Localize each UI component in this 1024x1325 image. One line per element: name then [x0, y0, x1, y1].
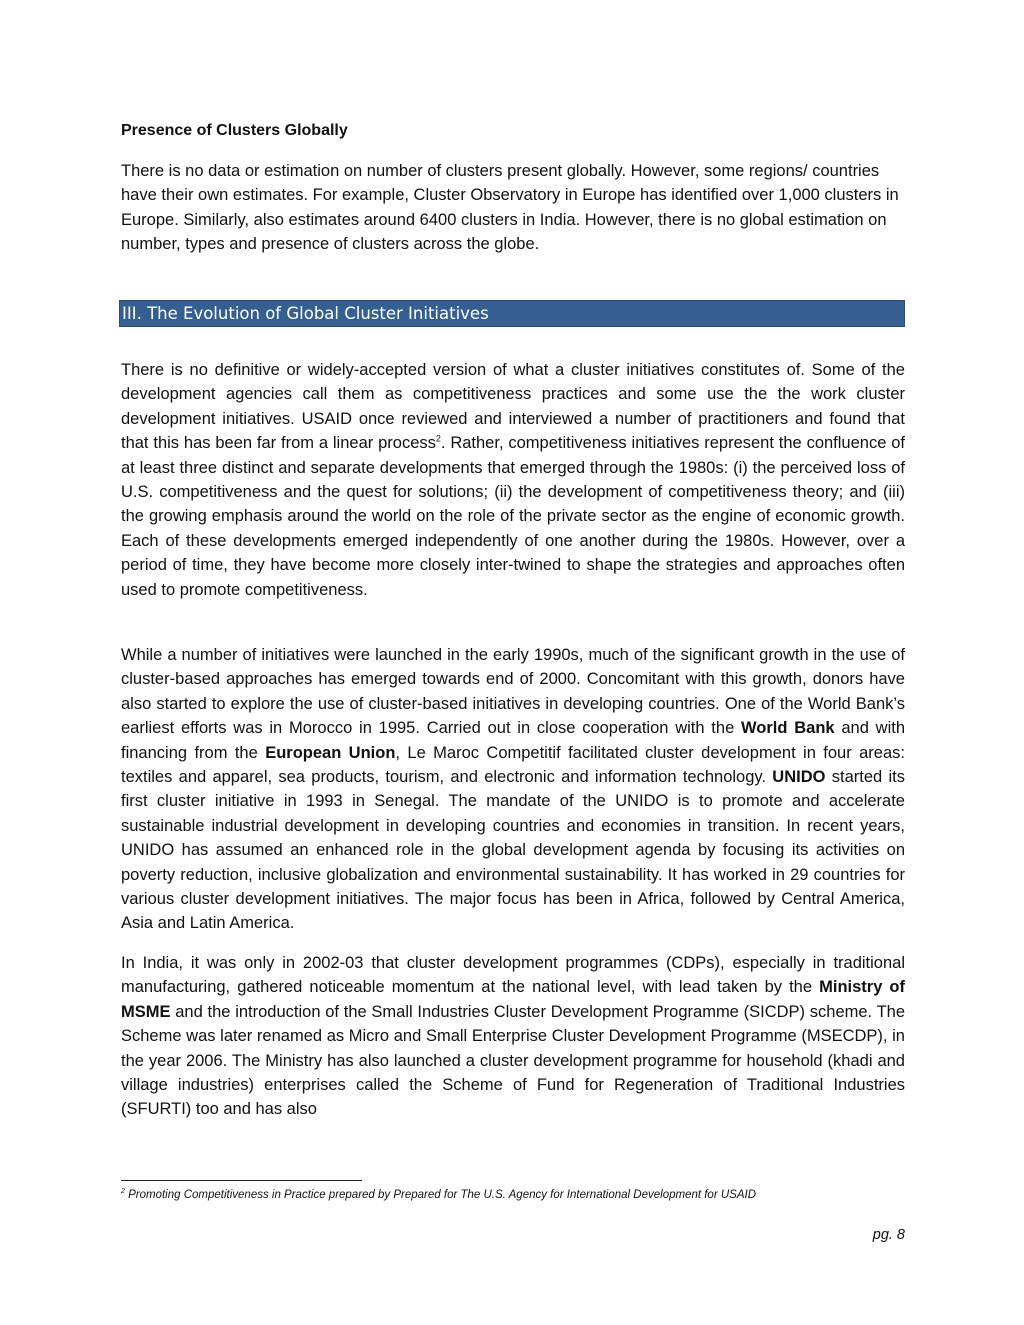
footnote	[121, 1187, 756, 1203]
paragraph-text: . Rather, competitiveness initiatives represent the confluence of at least three distinct and separate developments that emerged through the 1980s: (i) the perceived loss of U.S. competitiveness and the quest for solutions; (ii) the development of competitiveness theory; and (iii) the growing emphasis around the world on the role of the private sector as the engine of economic growth. Each of these developments emerged independently of one another during the 1980s. However, over a period of time, they have become more closely inter-twined to shape the strategies and approaches often used to promote competitiveness.	[121, 434, 905, 599]
footnote-text: Promoting Competitiveness in Practice prepared by Prepared for The U.S. Agency for International Development for USAID	[124, 1189, 757, 1201]
section-banner	[119, 300, 905, 327]
bold-term-world-bank: World Bank	[741, 719, 835, 738]
paragraph-text: and with financing from the	[121, 719, 905, 762]
paragraph-evolution-2	[121, 643, 905, 936]
paragraph-evolution-1	[121, 358, 905, 602]
paragraph-evolution-3	[121, 951, 905, 1122]
footnote-reference[interactable]: 2	[435, 433, 441, 444]
page-number: pg. 8	[872, 1227, 905, 1243]
footnote-divider	[121, 1180, 362, 1181]
section-banner-title: III. The Evolution of Global Cluster Initiatives	[122, 304, 489, 323]
paragraph-presence: There is no data or estimation on number of clusters present globally. However, some regions/ countries have their own estimates. For example, Cluster Observatory in Europe has identified over 1,000 clusters in Europe. Similarly, also estimates around 6400 clusters in India. However, there is no global estimation on number, types and presence of clusters across the globe.	[121, 162, 899, 254]
paragraph-text: In India, it was only in 2002-03 that cluster development programmes (CDPs), especially in traditional manufacturing, gathered noticeable momentum at the national level, with lead taken by the	[121, 954, 905, 997]
paragraph-text: There is no definitive or widely-accepted version of what a cluster initiatives constitutes of. Some of the development agencies call them as competitiveness practices and some use the the work cluster development initiatives. USAID once reviewed and interviewed a number of practitioners and found that that this has been far from a linear process	[121, 361, 905, 453]
footnote-number: 2	[121, 1188, 125, 1196]
paragraph-text: While a number of initiatives were launched in the early 1990s, much of the significant growth in the use of cluster-based approaches has emerged towards end of 2000. Concomitant with this growth, donors have also started to explore the use of cluster-based initiatives in developing countries. One of the World Bank’s earliest efforts was in Morocco in 1995. Carried out in close cooperation with the	[121, 646, 905, 738]
section-heading-presence: Presence of Clusters Globally	[121, 122, 348, 139]
bold-term-ministry-msme: Ministry of MSME	[121, 978, 906, 1021]
bold-term-european-union: European Union	[265, 743, 396, 762]
bold-term-unido: UNIDO	[772, 768, 826, 787]
paragraph-text: and the introduction of the Small Industries Cluster Development Programme (SICDP) scheme. The Scheme was later renamed as Micro and Small Enterprise Cluster Development Programme (MSECDP), in the year 2006. The Ministry has also launched a cluster development programme for household (khadi and village industries) enterprises called the Scheme of Fund for Regeneration of Traditional Industries (SFURTI) too and has also	[121, 1002, 905, 1119]
paragraph-text: started its first cluster initiative in 1993 in Senegal. The mandate of the UNIDO is to promote and accelerate sustainable industrial development in developing countries and economies in transition. In recent years, UNIDO has assumed an enhanced role in the global development agenda by focusing its activities on poverty reduction, inclusive globalization and environmental sustainability. It has worked in 29 countries for various cluster development initiatives. The major focus has been in Africa, followed by Central America, Asia and Latin America.	[121, 768, 905, 933]
paragraph-text: , Le Maroc Competitif facilitated cluster development in four areas: textiles and apparel, sea products, tourism, and electronic and information technology.	[121, 743, 905, 787]
